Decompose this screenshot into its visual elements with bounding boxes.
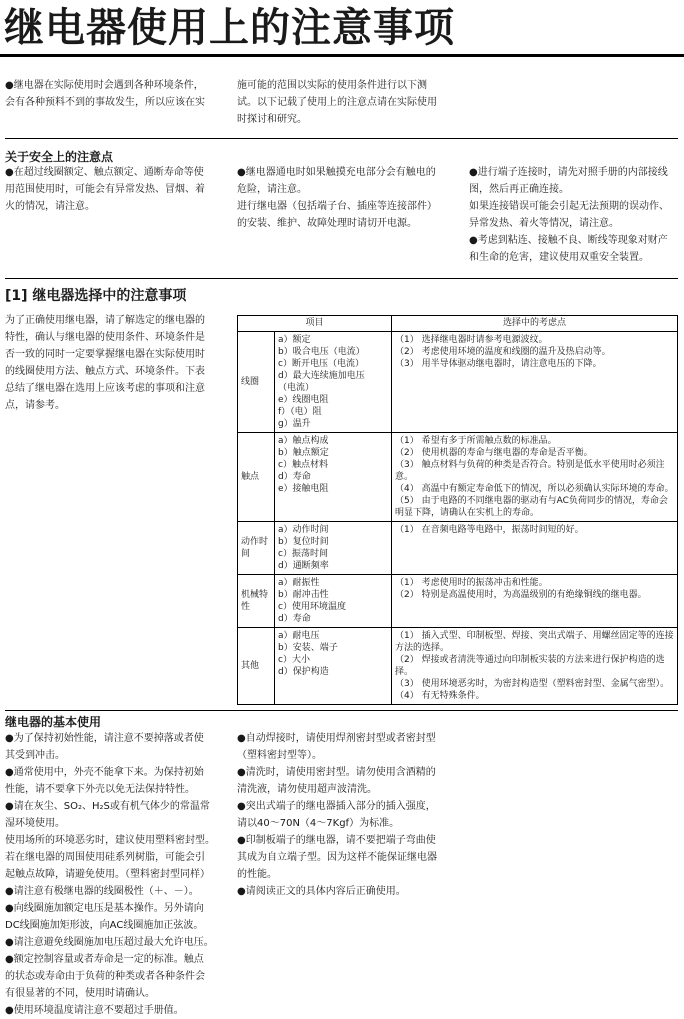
basic-right-text: ●自动焊接时，请使用焊剂密封型或者密封型 （塑料密封型等）。 ●清洗时，请使用密封型。请勿使用含酒精的 清洗液，请勿使用超声波清洗。 ●突出式端子的继电器插入部分的插入强度， 请以40～70N（4～7Kgf）为标准。 ●印制板端子的继电器，请不要把端子弯曲使 其成为自立端子型。因为这样不能保证继电器 的性能。 ●请阅读正文的具体内容后正确使用。	[237, 733, 437, 897]
category-cell: 机械特性	[238, 575, 275, 628]
category-cell: 触点	[238, 433, 275, 522]
title-divider	[0, 54, 684, 57]
items-cell: a）动作时间 b）复位时间 c）振荡时间 d）通断频率	[275, 522, 392, 575]
items-cell: a）耐振性 b）耐冲击性 c）使用环境温度 d）寿命	[275, 575, 392, 628]
category-cell: 线圈	[238, 332, 275, 433]
table-row	[238, 575, 678, 628]
points-cell: （1） 希望有多于所需触点数的标准品。 （2） 使用机器的寿命与继电器的寿命是否平衡。 （3） 触点材料与负荷的种类是否符合。特别是低水平使用时必须注意。 （4） 高温中有额定寿命低下的情况，所以必须确认实际环境的寿命。 （5） 由于电路的不同继电器的驱动有与AC负荷同步的情况，寿命会 明显下降，请确认在实机上的寿命。	[392, 433, 678, 522]
section-divider	[5, 138, 678, 139]
items-cell: a）额定 b）吸合电压（电流） c）断开电压（电流） d）最大连续施加电压 （电流） e）线圈电阻 f）（电）阻 g）温升	[275, 332, 392, 433]
section-divider	[5, 710, 678, 711]
category-cell: 动作时间	[238, 522, 275, 575]
selection-description: 为了正确使用继电器，请了解选定的继电器的 特性，确认与继电器的使用条件、环境条件是 否一致的同时一定要掌握继电器在实际使用时 的线圈使用方法、触点方式、环境条件。下表 总结了继电器在选用上应该考虑的事项和注意 点，请参考。	[5, 315, 205, 411]
safety-heading: 关于安全上的注意点	[5, 150, 114, 164]
basic-heading: 继电器的基本使用	[5, 715, 102, 729]
safety-col3-text: ●进行端子连接时，请先对照手册的内部接线 图，然后再正确连接。 如果连接错误可能会引起无法预期的误动作、 异常发热、着火等情况，请注意。 ●考虑到粘连、接触不良、断线等现象对财产 和生命的危害，建议使用双重安全装置。	[469, 167, 669, 263]
points-cell: （1） 在音频电路等电路中，振荡时间短的好。	[392, 522, 678, 575]
table-row	[238, 628, 678, 705]
page-title: 继电器使用上的注意事项	[4, 5, 455, 51]
category-cell: 其他	[238, 628, 275, 705]
selection-table	[237, 315, 678, 705]
safety-col1-text: ●在超过线圈额定、触点额定、通断寿命等使 用范围使用时，可能会有异常发热、冒烟、着 火的情况，请注意。	[5, 167, 205, 212]
points-cell: （1） 考虑使用时的振荡冲击和性能。 （2） 特别是高温使用时，为高温级别的有绝缘铜线的继电器。	[392, 575, 678, 628]
points-cell: （1） 插入式型、印制板型、焊接、突出式端子、用螺丝固定等的连接 方法的选择。 （2） 焊接或者清洗等通过向印制板实装的方法来进行保护构造的选择。 （3） 使用环境恶劣时，为密封构造型（塑料密封型、金属气密型）。 （4） 有无特殊条件。	[392, 628, 678, 705]
intro-left-text: ●继电器在实际使用时会遇到各种环境条件， 会有各种预料不到的事故发生，所以应该在实	[5, 80, 205, 108]
items-cell: a）触点构成 b）触点额定 c）触点材料 d）寿命 e）接触电阻	[275, 433, 392, 522]
selection-heading: [1] 继电器选择中的注意事项	[5, 288, 187, 304]
basic-left-text: ●为了保持初始性能，请注意不要掉落或者使 其受到冲击。 ●通常使用中，外壳不能拿下来。为保持初始 性能，请不要拿下外壳以免无法保持特性。 ●请在灰尘、SO₂、H₂S或有机气体少的常温常 湿环境使用。 使用场所的环境恶劣时，建议使用塑料密封型。 若在继电器的周围使用硅系列树脂，可能会引 起触点故障，请避免使用。（塑料密封型同样） ●请注意有极继电器的线圈极性（＋、－）。 ●向线圈施加额定电压是基本操作。另外请向 DC线圈施加矩形波，向AC线圈施加正弦波。 ●请注意避免线圈施加电压超过最大允许电压。 ●额定控制容量或者寿命是一定的标准。触点 的状态或寿命由于负荷的种类或者各种条件会 有很显著的不同，使用时请确认。 ●使用环境温度请注意不要超过手册值。	[5, 733, 215, 1016]
intro-right-text: 施可能的范围以实际的使用条件进行以下测 试。以下记载了使用上的注意点请在实际使用 时探讨和研究。	[237, 80, 437, 125]
points-cell: （1） 选择继电器时请参考电源波纹。 （2） 考虑使用环境的温度和线圈的温升及热启动等。 （3） 用半导体驱动继电器时，请注意电压的下降。	[392, 332, 678, 433]
table-row	[238, 332, 678, 433]
table-row	[238, 522, 678, 575]
safety-col2-text: ●继电器通电时如果触摸充电部分会有触电的 危险，请注意。 进行继电器（包括端子台、插座等连接部件） 的安装、维护、故障处理时请切开电源。	[237, 167, 437, 229]
section-divider	[5, 278, 678, 279]
header-item: 项目	[238, 316, 392, 332]
table-row	[238, 433, 678, 522]
table-header-row	[238, 316, 678, 332]
header-consider: 选择中的考虑点	[392, 316, 678, 332]
items-cell: a）耐电压 b）安装、端子 c）大小 d）保护构造	[275, 628, 392, 705]
